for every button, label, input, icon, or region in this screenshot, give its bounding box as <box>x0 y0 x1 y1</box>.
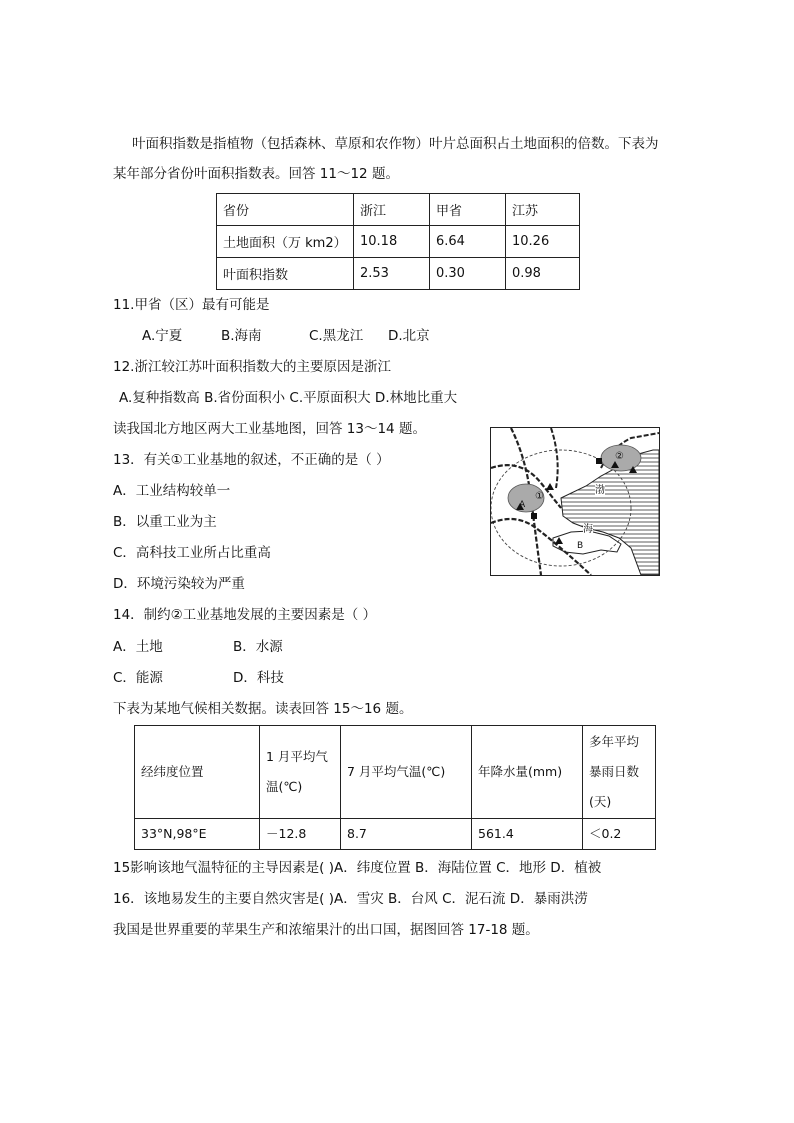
q14-option-b: B．水源 <box>233 639 283 655</box>
table-cell: ＜0.2 <box>583 819 656 850</box>
q14-option-c: C．能源 <box>113 670 163 686</box>
q13-option-d: D．环境污染较为严重 <box>113 576 245 592</box>
q14-stem: 14．制约②工业基地发展的主要因素是（ ） <box>113 607 377 623</box>
table-row <box>217 226 580 258</box>
q14-option-d: D．科技 <box>233 670 284 686</box>
intro-line-1: 叶面积指数是指植物（包括森林、草原和农作物）叶片总面积占土地面积的倍数。下表为 <box>132 136 659 152</box>
q11-stem: 11.甲省（区）最有可能是 <box>113 297 270 313</box>
q11-option-a: A.宁夏 <box>142 328 183 344</box>
table-header: 江苏 <box>506 194 580 226</box>
q13-option-c: C．高科技工业所占比重高 <box>113 545 271 561</box>
table-header: 浙江 <box>354 194 430 226</box>
q12-stem: 12.浙江较江苏叶面积指数大的主要原因是浙江 <box>113 359 391 375</box>
q13-option-b: B．以重工业为主 <box>113 514 217 530</box>
table-header: 省份 <box>217 194 354 226</box>
table-cell: －12.8 <box>260 819 341 850</box>
table-cell: 10.26 <box>506 226 580 258</box>
map-graphic <box>491 428 659 575</box>
table-cell: 土地面积（万 km2） <box>217 226 354 258</box>
table-cell: 561.4 <box>472 819 583 850</box>
map-label-bo: 渤 <box>595 485 605 496</box>
table-header: 7 月平均气温(℃) <box>341 726 472 819</box>
table-cell: 2.53 <box>354 258 430 290</box>
q16: 16．该地易发生的主要自然灾害是( )A．雪灾 B．台风 C．泥石流 D．暴雨洪涝 <box>113 891 588 907</box>
climate-intro: 下表为某地气候相关数据。读表回答 15～16 题。 <box>113 701 413 717</box>
table-header: 经纬度位置 <box>135 726 260 819</box>
q14-option-a: A．土地 <box>113 639 163 655</box>
table-cell: 10.18 <box>354 226 430 258</box>
table-header: 甲省 <box>430 194 506 226</box>
q11-option-d: D.北京 <box>388 328 430 344</box>
q15: 15影响该地气温特征的主导因素是( )A．纬度位置 B．海陆位置 C．地形 D．植被 <box>113 860 602 876</box>
table-cell: 0.30 <box>430 258 506 290</box>
table-cell: 33°N,98°E <box>135 819 260 850</box>
table-header: 多年平均暴雨日数(天) <box>583 726 656 819</box>
map-label-base-2: ② <box>615 451 624 462</box>
intro-line-2: 某年部分省份叶面积指数表。回答 11～12 题。 <box>113 166 399 182</box>
table-header-row <box>135 726 656 819</box>
leaf-area-table <box>216 193 580 290</box>
table-header-row <box>217 194 580 226</box>
table-row <box>135 819 656 850</box>
map-label-base-1: ① <box>535 491 544 502</box>
apple-intro: 我国是世界重要的苹果生产和浓缩果汁的出口国，据图回答 17-18 题。 <box>113 922 539 938</box>
map-label-b: B <box>577 541 584 551</box>
table-cell: 8.7 <box>341 819 472 850</box>
table-header: 年降水量(mm) <box>472 726 583 819</box>
q13-stem: 13．有关①工业基地的叙述，不正确的是（ ） <box>113 452 390 468</box>
climate-table <box>134 725 656 850</box>
table-cell: 0.98 <box>506 258 580 290</box>
table-cell: 叶面积指数 <box>217 258 354 290</box>
map-intro: 读我国北方地区两大工业基地图，回答 13～14 题。 <box>113 421 426 437</box>
q13-option-a: A．工业结构较单一 <box>113 483 231 499</box>
industrial-base-map <box>490 427 660 576</box>
q11-option-c: C.黑龙江 <box>309 328 364 344</box>
table-row <box>217 258 580 290</box>
map-label-hai: 海 <box>583 524 593 535</box>
table-cell: 6.64 <box>430 226 506 258</box>
q11-option-b: B.海南 <box>221 328 262 344</box>
q12-options: A.复种指数高 B.省份面积小 C.平原面积大 D.林地比重大 <box>119 390 458 406</box>
map-label-a: A <box>519 500 526 510</box>
table-header: 1 月平均气温(℃) <box>260 726 341 819</box>
